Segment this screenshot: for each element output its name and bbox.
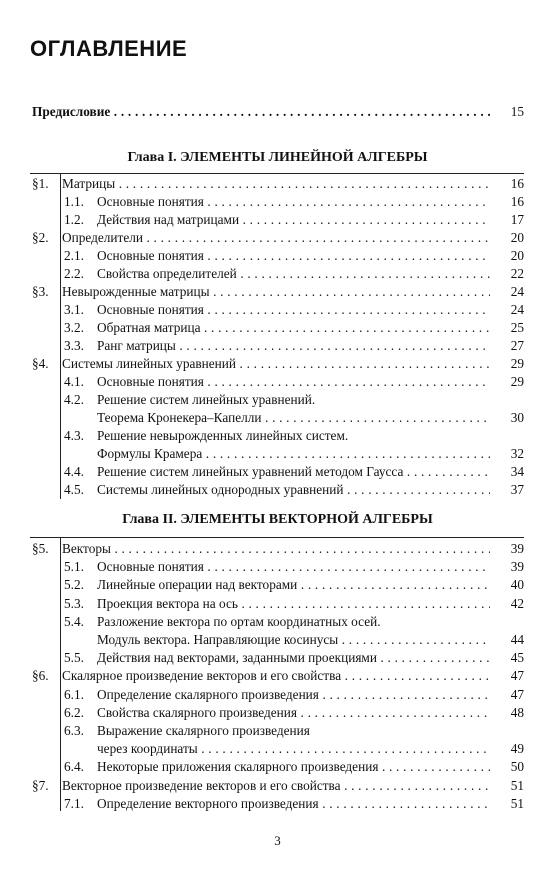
subsection-number: 4.3. — [64, 428, 84, 443]
subsection-number: 2.2. — [64, 266, 84, 281]
toc-subsection[interactable] — [32, 558, 524, 576]
entry-page: 42 — [510, 595, 524, 611]
toc-subsection[interactable] — [32, 445, 524, 463]
section-number: §3. — [32, 284, 49, 299]
subsection-number: 2.1. — [64, 248, 84, 263]
subsection-number: 5.2. — [64, 577, 84, 593]
entry-page: 17 — [510, 212, 524, 227]
entry-title: Свойства скалярного произведения . . . — [97, 704, 490, 722]
entry-title: через координаты . . . — [97, 740, 490, 758]
chapter-1-heading: Глава I. ЭЛЕМЕНТЫ ЛИНЕЙНОЙ АЛГЕБРЫ — [127, 150, 428, 165]
toc-subsection[interactable] — [32, 758, 524, 776]
entry-page: 24 — [510, 284, 524, 299]
toc-section[interactable] — [32, 355, 524, 373]
section-number: §5. — [32, 541, 49, 556]
entry-page: 51 — [510, 777, 524, 793]
toc-subsection[interactable] — [32, 481, 524, 499]
toc-subsection[interactable] — [32, 795, 524, 813]
section-number: §2. — [32, 230, 49, 245]
entry-page: 45 — [510, 650, 524, 666]
entry-title: Векторное произведение векторов и его свойства . . . — [62, 777, 490, 795]
entry-page: 37 — [510, 482, 524, 497]
entry-page: 24 — [510, 302, 524, 317]
subsection-number: 5.3. — [64, 595, 84, 611]
entry-page: 47 — [510, 686, 524, 702]
entry-title: Скалярное произведение векторов и его свойства . . . — [62, 667, 490, 685]
toc-section[interactable] — [32, 667, 524, 685]
entry-page: 30 — [510, 410, 524, 425]
entry-page: 44 — [510, 632, 524, 647]
entry-title: Модуль вектора. Направляющие косинусы . . . — [97, 631, 490, 649]
toc-subsection[interactable] — [32, 211, 524, 229]
entry-title: Действия над векторами, заданными проекциями . . . — [97, 649, 490, 667]
toc-section[interactable] — [32, 175, 524, 193]
entry-page: 49 — [510, 741, 524, 757]
entry-title: Векторы . . . — [62, 540, 490, 558]
toc-subsection[interactable] — [32, 704, 524, 722]
subsection-number: 6.4. — [64, 759, 84, 775]
subsection-number: 3.2. — [64, 320, 84, 335]
entry-title: Определители . . . — [62, 229, 490, 247]
toc-subsection[interactable] — [32, 247, 524, 265]
entry-title: Действия над матрицами . . . — [97, 211, 490, 229]
chapter-2-heading: Глава II. ЭЛЕМЕНТЫ ВЕКТОРНОЙ АЛГЕБРЫ — [122, 512, 433, 527]
preface-page: 15 — [510, 104, 524, 119]
toc-subsection[interactable] — [32, 631, 524, 649]
entry-title: Теорема Кронекера–Капелли . . . — [97, 409, 490, 427]
chapter-1-rule — [30, 173, 524, 174]
entry-page: 39 — [510, 541, 524, 556]
subsection-number: 1.1. — [64, 194, 84, 209]
entry-page: 39 — [510, 559, 524, 575]
entry-title: Решение систем линейных уравнений. — [97, 392, 316, 407]
toc-subsection[interactable] — [32, 265, 524, 283]
entry-title: Основные понятия . . . — [97, 193, 490, 211]
subsection-number: 4.4. — [64, 464, 84, 479]
section-number: §6. — [32, 668, 49, 684]
subsection-number: 5.5. — [64, 650, 84, 666]
toc-subsection[interactable] — [32, 649, 524, 667]
subsection-number: 4.1. — [64, 374, 84, 389]
chapter-2-rule — [30, 537, 524, 538]
entry-title: Линейные операции над векторами . . . — [97, 576, 490, 594]
entry-title: Определение скалярного произведения . . . — [97, 686, 490, 704]
entry-title: Системы линейных однородных уравнений . . . — [97, 481, 490, 499]
entry-page: 47 — [510, 668, 524, 684]
toc-subsection[interactable] — [32, 463, 524, 481]
toc-title: ОГЛАВЛЕНИЕ — [30, 36, 188, 61]
entry-title: Свойства определителей . . . — [97, 265, 490, 283]
entry-title: Формулы Крамера . . . — [97, 445, 490, 463]
toc-subsection[interactable] — [32, 613, 524, 631]
subsection-number: 3.1. — [64, 302, 84, 317]
toc-subsection[interactable] — [32, 722, 524, 740]
entry-title: Основные понятия . . . — [97, 247, 490, 265]
toc-subsection[interactable] — [32, 301, 524, 319]
entry-page: 16 — [510, 194, 524, 209]
toc-section[interactable] — [32, 283, 524, 301]
entry-title: Системы линейных уравнений . . . — [62, 355, 490, 373]
subsection-number: 6.2. — [64, 704, 84, 720]
entry-title: Выражение скалярного произведения — [97, 723, 310, 738]
toc-subsection[interactable] — [32, 337, 524, 355]
entry-title: Разложение вектора по ортам координатных осей. — [97, 613, 381, 629]
subsection-number: 1.2. — [64, 212, 84, 227]
entry-page: 16 — [510, 176, 524, 191]
entry-page: 25 — [510, 320, 524, 335]
toc-section[interactable] — [32, 777, 524, 795]
toc-subsection[interactable] — [32, 686, 524, 704]
toc-section[interactable] — [32, 540, 524, 558]
entry-page: 20 — [510, 248, 524, 263]
section-number: §1. — [32, 176, 49, 191]
entry-title: Основные понятия . . . — [97, 301, 490, 319]
subsection-number: 5.4. — [64, 613, 84, 629]
section-number: §7. — [32, 777, 49, 793]
entry-title: Определение векторного произведения . . . — [97, 795, 490, 813]
entry-page: 29 — [510, 374, 524, 389]
page-number: 3 — [274, 833, 281, 848]
entry-page: 22 — [510, 266, 524, 281]
entry-title: Некоторые приложения скалярного произведения . . . — [97, 758, 490, 776]
entry-title: Решение невырожденных линейных систем. — [97, 428, 349, 443]
toc-subsection[interactable] — [32, 740, 524, 758]
toc-subsection[interactable] — [32, 427, 524, 445]
entry-page: 34 — [510, 464, 524, 479]
entry-page: 29 — [510, 356, 524, 371]
entry-page: 27 — [510, 338, 524, 353]
entry-title: Решение систем линейных уравнений методом Гаусса . . . — [97, 463, 490, 481]
subsection-number: 6.3. — [64, 723, 84, 738]
entry-page: 48 — [510, 704, 524, 720]
toc-subsection[interactable] — [32, 409, 524, 427]
entry-title: Основные понятия . . . — [97, 558, 490, 576]
subsection-number: 4.5. — [64, 482, 84, 497]
entry-page: 32 — [510, 446, 524, 461]
subsection-number: 3.3. — [64, 338, 84, 353]
subsection-number: 7.1. — [64, 795, 84, 811]
entry-title: Обратная матрица . . . — [97, 319, 490, 337]
entry-page: 40 — [510, 577, 524, 593]
entry-page: 51 — [510, 795, 524, 811]
entry-title: Проекция вектора на ось . . . — [97, 595, 490, 613]
toc-subsection[interactable] — [32, 576, 524, 594]
toc-subsection[interactable] — [32, 193, 524, 211]
entry-title: Ранг матрицы . . . — [97, 337, 490, 355]
section-number: §4. — [32, 356, 49, 371]
toc-subsection[interactable] — [32, 595, 524, 613]
toc-subsection[interactable] — [32, 319, 524, 337]
toc-subsection[interactable] — [32, 373, 524, 391]
entry-page: 20 — [510, 230, 524, 245]
toc-preface[interactable] — [32, 103, 524, 121]
entry-title: Матрицы . . . — [62, 175, 490, 193]
entry-page: 50 — [510, 759, 524, 775]
entry-title: Основные понятия . . . — [97, 373, 490, 391]
subsection-number: 6.1. — [64, 686, 84, 702]
subsection-number: 5.1. — [64, 559, 84, 575]
preface-label: Предисловие . . . — [32, 103, 490, 121]
subsection-number: 4.2. — [64, 392, 84, 407]
toc-section[interactable] — [32, 229, 524, 247]
entry-title: Невырожденные матрицы . . . — [62, 283, 490, 301]
toc-subsection[interactable] — [32, 391, 524, 409]
